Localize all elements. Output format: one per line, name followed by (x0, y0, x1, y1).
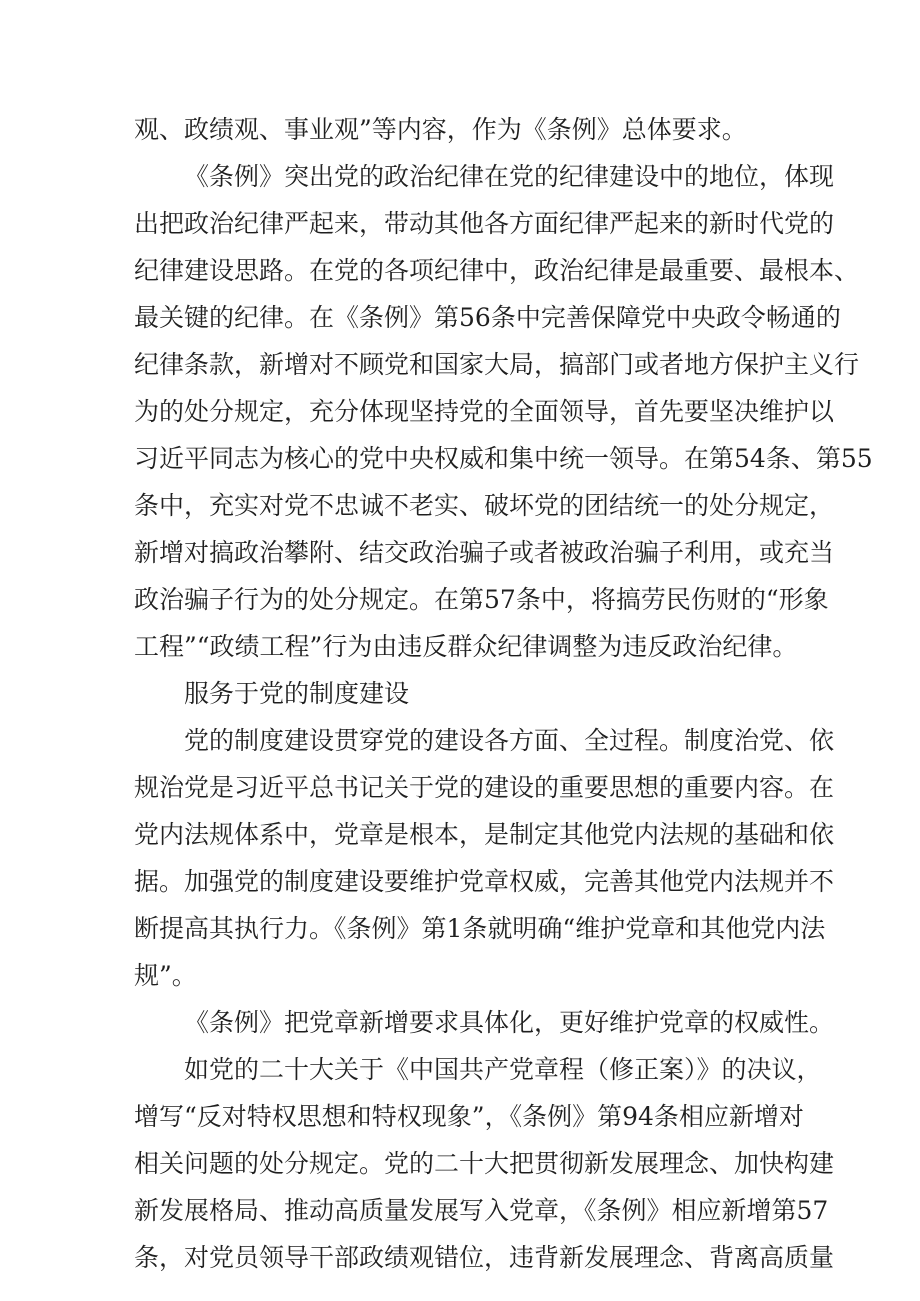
text-line: 规”。 (134, 961, 197, 990)
section-heading: 服务于党的制度建设 (184, 679, 410, 708)
text-line: 观、政绩观、事业观”等内容，作为《条例》总体要求。 (134, 115, 747, 144)
text-line: 断提高其执行力。《条例》第1条就明确“维护党章和其他党内法 (134, 914, 826, 943)
text-line: 纪律条款，新增对不顾党和国家大局，搞部门或者地方保护主义行 (134, 350, 860, 379)
paragraph-start-line: 《条例》突出党的政治纪律在党的纪律建设中的地位，体现 (184, 162, 835, 191)
text-line: 新增对搞政治攀附、结交政治骗子或者被政治骗子利用，或充当 (134, 538, 835, 567)
text-line: 据。加强党的制度建设要维护党章权威，完善其他党内法规并不 (134, 867, 835, 896)
paragraph-start-line: 如党的二十大关于《中国共产党章程（修正案）》的决议， (184, 1055, 822, 1084)
paragraph-start-line: 《条例》把党章新增要求具体化，更好维护党章的权威性。 (184, 1008, 835, 1037)
paragraph-start-line: 党的制度建设贯穿党的建设各方面、全过程。制度治党、依 (184, 726, 835, 755)
text-line: 条中，充实对党不忠诚不老实、破坏党的团结统一的处分规定， (134, 491, 835, 520)
text-line: 增写“反对特权思想和特权现象”，《条例》第94条相应新增对 (134, 1102, 804, 1131)
text-line: 最关键的纪律。在《条例》第56条中完善保障党中央政令畅通的 (134, 303, 841, 332)
text-line: 习近平同志为核心的党中央权威和集中统一领导。在第54条、第55 (134, 444, 873, 473)
text-line: 出把政治纪律严起来，带动其他各方面纪律严起来的新时代党的 (134, 209, 835, 238)
text-line: 纪律建设思路。在党的各项纪律中，政治纪律是最重要、最根本、 (134, 256, 860, 285)
text-line: 工程”“政绩工程”行为由违反群众纪律调整为违反政治纪律。 (134, 632, 798, 661)
text-line: 相关问题的处分规定。党的二十大把贯彻新发展理念、加快构建 (134, 1149, 835, 1178)
text-line: 条，对党员领导干部政绩观错位，违背新发展理念、背离高质量 (134, 1243, 835, 1272)
text-line: 规治党是习近平总书记关于党的建设的重要思想的重要内容。在 (134, 773, 835, 802)
text-line: 新发展格局、推动高质量发展写入党章，《条例》相应新增第57 (134, 1196, 829, 1225)
text-line: 政治骗子行为的处分规定。在第57条中，将搞劳民伤财的“形象 (134, 585, 829, 614)
text-line: 为的处分规定，充分体现坚持党的全面领导，首先要坚决维护以 (134, 397, 835, 426)
text-line: 党内法规体系中，党章是根本，是制定其他党内法规的基础和依 (134, 820, 835, 849)
